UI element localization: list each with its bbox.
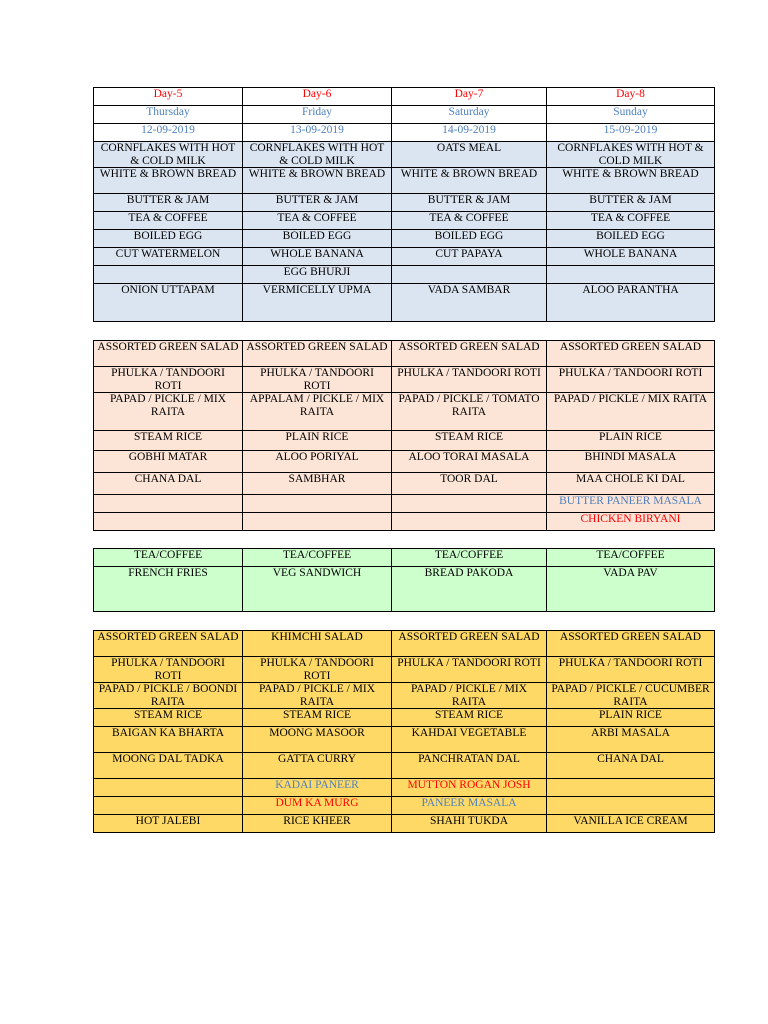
menu-cell: BOILED EGG	[392, 230, 547, 248]
menu-cell: ASSORTED GREEN SALAD	[392, 631, 547, 657]
table-row	[94, 657, 715, 683]
menu-cell: BOILED EGG	[243, 230, 392, 248]
weekday-row	[94, 106, 715, 124]
menu-cell: PAPAD / PICKLE / TOMATO RAITA	[392, 393, 547, 431]
menu-cell: ALOO TORAI MASALA	[392, 451, 547, 473]
menu-cell: BHINDI MASALA	[547, 451, 715, 473]
menu-cell: PAPAD / PICKLE / CUCUMBER RAITA	[547, 683, 715, 709]
menu-cell: VADA SAMBAR	[392, 284, 547, 322]
date-label: 13-09-2019	[243, 124, 392, 142]
menu-cell: ASSORTED GREEN SALAD	[94, 631, 243, 657]
menu-cell: MOONG DAL TADKA	[94, 753, 243, 779]
menu-cell: PANEER MASALA	[392, 797, 547, 815]
table-row	[94, 683, 715, 709]
weekday-label: Sunday	[547, 106, 715, 124]
day-label: Day-8	[547, 88, 715, 106]
menu-cell: STEAM RICE	[243, 709, 392, 727]
table-row	[94, 631, 715, 657]
menu-cell: BUTTER PANEER MASALA	[547, 495, 715, 513]
menu-cell: CORNFLAKES WITH HOT & COLD MILK	[547, 142, 715, 168]
date-row	[94, 124, 715, 142]
menu-cell: KHIMCHI SALAD	[243, 631, 392, 657]
table-row	[94, 473, 715, 495]
menu-cell: PHULKA / TANDOORI ROTI	[392, 367, 547, 393]
table-row	[94, 567, 715, 612]
menu-cell: VADA PAV	[547, 567, 715, 612]
menu-cell	[547, 779, 715, 797]
menu-cell: ASSORTED GREEN SALAD	[547, 341, 715, 367]
table-row	[94, 451, 715, 473]
menu-cell: PAPAD / PICKLE / MIX RAITA	[243, 683, 392, 709]
table-row	[94, 815, 715, 833]
menu-cell: PHULKA / TANDOORI ROTI	[392, 657, 547, 683]
day-row	[94, 88, 715, 106]
menu-cell: APPALAM / PICKLE / MIX RAITA	[243, 393, 392, 431]
table-row	[94, 709, 715, 727]
table-row	[94, 495, 715, 513]
menu-cell: ALOO PORIYAL	[243, 451, 392, 473]
menu-cell: ARBI MASALA	[547, 727, 715, 753]
menu-cell: PHULKA / TANDOORI ROTI	[243, 367, 392, 393]
menu-cell: BOILED EGG	[94, 230, 243, 248]
day-label: Day-5	[94, 88, 243, 106]
menu-cell: CORNFLAKES WITH HOT & COLD MILK	[243, 142, 392, 168]
menu-cell: VEG SANDWICH	[243, 567, 392, 612]
menu-cell: CHANA DAL	[94, 473, 243, 495]
menu-cell	[392, 495, 547, 513]
table-row	[94, 431, 715, 451]
menu-cell: RICE KHEER	[243, 815, 392, 833]
menu-cell	[392, 513, 547, 531]
table-row	[94, 797, 715, 815]
menu-cell: GOBHI MATAR	[94, 451, 243, 473]
menu-cell	[94, 513, 243, 531]
menu-cell: STEAM RICE	[94, 431, 243, 451]
table-row	[94, 266, 715, 284]
menu-cell: WHOLE BANANA	[243, 248, 392, 266]
table-row	[94, 168, 715, 194]
menu-cell: WHITE & BROWN BREAD	[547, 168, 715, 194]
menu-cell: BREAD PAKODA	[392, 567, 547, 612]
menu-cell: ALOO PARANTHA	[547, 284, 715, 322]
menu-cell: TOOR DAL	[392, 473, 547, 495]
menu-cell: BOILED EGG	[547, 230, 715, 248]
table-row	[94, 194, 715, 212]
menu-cell: TEA & COFFEE	[392, 212, 547, 230]
menu-cell: PANCHRATAN DAL	[392, 753, 547, 779]
weekday-label: Saturday	[392, 106, 547, 124]
menu-cell: SAMBHAR	[243, 473, 392, 495]
menu-cell: GATTA CURRY	[243, 753, 392, 779]
menu-cell: PAPAD / PICKLE / MIX RAITA	[392, 683, 547, 709]
menu-cell: WHITE & BROWN BREAD	[392, 168, 547, 194]
table-row	[94, 230, 715, 248]
menu-cell: PHULKA / TANDOORI ROTI	[94, 657, 243, 683]
day-label: Day-7	[392, 88, 547, 106]
weekday-label: Friday	[243, 106, 392, 124]
menu-cell	[94, 495, 243, 513]
table-row	[94, 341, 715, 367]
table-row	[94, 212, 715, 230]
date-label: 15-09-2019	[547, 124, 715, 142]
menu-cell: PLAIN RICE	[243, 431, 392, 451]
menu-cell: CHICKEN BIRYANI	[547, 513, 715, 531]
menu-cell: ASSORTED GREEN SALAD	[243, 341, 392, 367]
breakfast-table	[93, 87, 715, 322]
menu-cell: SHAHI TUKDA	[392, 815, 547, 833]
menu-cell: KAHDAI VEGETABLE	[392, 727, 547, 753]
menu-cell: BUTTER & JAM	[94, 194, 243, 212]
snacks-table	[93, 548, 715, 612]
date-label: 12-09-2019	[94, 124, 243, 142]
date-label: 14-09-2019	[392, 124, 547, 142]
menu-cell: BUTTER & JAM	[392, 194, 547, 212]
table-row	[94, 367, 715, 393]
menu-cell: DUM KA MURG	[243, 797, 392, 815]
dinner-table	[93, 630, 715, 833]
menu-cell: TEA & COFFEE	[547, 212, 715, 230]
menu-cell	[547, 797, 715, 815]
menu-cell: STEAM RICE	[392, 431, 547, 451]
menu-cell: CUT WATERMELON	[94, 248, 243, 266]
lunch-table	[93, 340, 715, 531]
menu-cell: BAIGAN KA BHARTA	[94, 727, 243, 753]
menu-cell: PLAIN RICE	[547, 431, 715, 451]
menu-cell	[94, 779, 243, 797]
menu-cell: VANILLA ICE CREAM	[547, 815, 715, 833]
menu-cell: PHULKA / TANDOORI ROTI	[243, 657, 392, 683]
menu-cell: PAPAD / PICKLE / BOONDI RAITA	[94, 683, 243, 709]
menu-cell: MAA CHOLE KI DAL	[547, 473, 715, 495]
table-row	[94, 393, 715, 431]
menu-cell: WHITE & BROWN BREAD	[243, 168, 392, 194]
table-row	[94, 779, 715, 797]
menu-cell: PHULKA / TANDOORI ROTI	[547, 367, 715, 393]
table-row	[94, 248, 715, 266]
menu-cell: TEA/COFFEE	[94, 549, 243, 567]
menu-cell: ASSORTED GREEN SALAD	[94, 341, 243, 367]
table-row	[94, 284, 715, 322]
menu-cell: WHITE & BROWN BREAD	[94, 168, 243, 194]
menu-cell: TEA/COFFEE	[392, 549, 547, 567]
menu-cell: BUTTER & JAM	[547, 194, 715, 212]
menu-cell	[94, 797, 243, 815]
menu-cell: HOT JALEBI	[94, 815, 243, 833]
menu-cell: TEA & COFFEE	[243, 212, 392, 230]
menu-cell: FRENCH FRIES	[94, 567, 243, 612]
table-row	[94, 727, 715, 753]
menu-cell	[547, 266, 715, 284]
menu-cell: TEA/COFFEE	[243, 549, 392, 567]
menu-cell	[243, 513, 392, 531]
table-row	[94, 513, 715, 531]
menu-cell: KADAI PANEER	[243, 779, 392, 797]
menu-cell	[94, 266, 243, 284]
menu-cell: EGG BHURJI	[243, 266, 392, 284]
menu-cell: MOONG MASOOR	[243, 727, 392, 753]
menu-cell: PLAIN RICE	[547, 709, 715, 727]
menu-cell: PHULKA / TANDOORI ROTI	[547, 657, 715, 683]
menu-cell: BUTTER & JAM	[243, 194, 392, 212]
menu-cell: PAPAD / PICKLE / MIX RAITA	[94, 393, 243, 431]
menu-cell: ONION UTTAPAM	[94, 284, 243, 322]
menu-cell: PAPAD / PICKLE / MIX RAITA	[547, 393, 715, 431]
menu-cell: VERMICELLY UPMA	[243, 284, 392, 322]
menu-cell: STEAM RICE	[94, 709, 243, 727]
menu-cell: WHOLE BANANA	[547, 248, 715, 266]
menu-cell: MUTTON ROGAN JOSH	[392, 779, 547, 797]
menu-cell: STEAM RICE	[392, 709, 547, 727]
weekday-label: Thursday	[94, 106, 243, 124]
menu-cell	[392, 266, 547, 284]
menu-cell: TEA/COFFEE	[547, 549, 715, 567]
table-row	[94, 549, 715, 567]
menu-cell: PHULKA / TANDOORI ROTI	[94, 367, 243, 393]
day-label: Day-6	[243, 88, 392, 106]
menu-cell: CHANA DAL	[547, 753, 715, 779]
table-row	[94, 753, 715, 779]
menu-cell	[243, 495, 392, 513]
menu-cell: OATS MEAL	[392, 142, 547, 168]
menu-cell: CUT PAPAYA	[392, 248, 547, 266]
menu-cell: ASSORTED GREEN SALAD	[547, 631, 715, 657]
menu-cell: ASSORTED GREEN SALAD	[392, 341, 547, 367]
menu-cell: CORNFLAKES WITH HOT & COLD MILK	[94, 142, 243, 168]
table-row	[94, 142, 715, 168]
menu-cell: TEA & COFFEE	[94, 212, 243, 230]
